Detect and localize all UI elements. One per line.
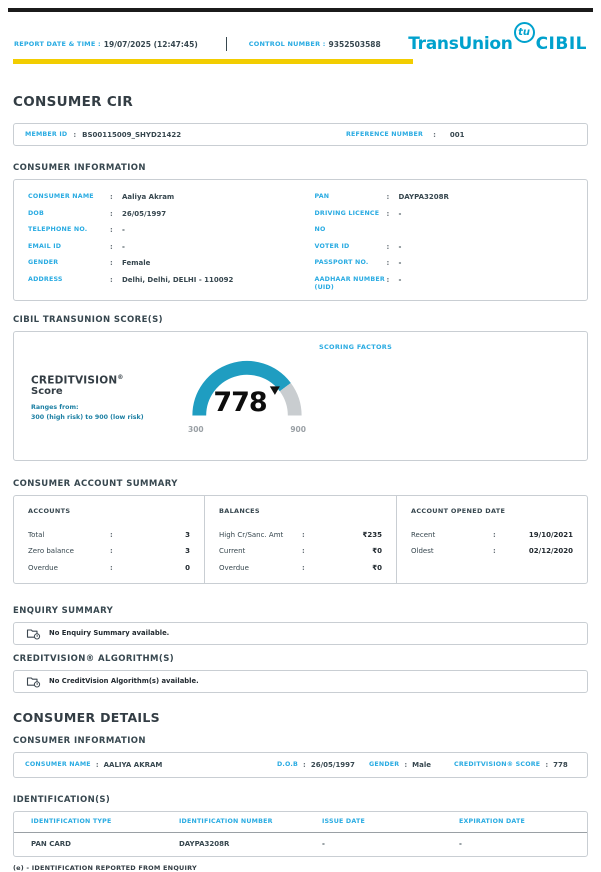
- identifications-title: IDENTIFICATION(S): [13, 794, 111, 805]
- report-date-value: 19/07/2025 (12:47:45): [103, 39, 198, 49]
- info-row: DOB : 26/05/1997: [28, 206, 287, 223]
- summary-row: Overdue : 0: [28, 560, 190, 577]
- report-date-label: REPORT DATE & TIME :: [14, 40, 101, 48]
- summary-row: High Cr/Sanc. Amt : ₹235: [219, 527, 382, 544]
- reference-number-group: [346, 131, 465, 139]
- detail-name-field: CONSUMER NAME : AALIYA AKRAM: [25, 761, 162, 769]
- no-data-folder-icon: [26, 675, 41, 688]
- creditvision-name: CREDITVISION®: [31, 373, 124, 386]
- creditvision-block: [31, 374, 144, 424]
- enquiry-summary-title: ENQUIRY SUMMARY: [13, 605, 114, 616]
- cv-algorithms-message: No CreditVision Algorithm(s) available.: [49, 677, 199, 685]
- logo-transunion-text: TransUnion: [408, 34, 513, 54]
- gauge-max-label: 900: [290, 424, 306, 434]
- report-meta: [14, 37, 381, 51]
- no-data-folder-icon: [26, 627, 41, 640]
- reference-number-label: REFERENCE NUMBER: [346, 131, 424, 138]
- identifications-table: [13, 811, 588, 857]
- logo-cibil-text: CIBIL: [535, 34, 587, 54]
- meta-divider: [226, 37, 227, 51]
- consumer-details-title: CONSUMER DETAILS: [13, 709, 160, 725]
- score-value: 778: [213, 386, 267, 418]
- tu-circle-icon: tu: [514, 22, 535, 43]
- registered-mark: ®: [117, 373, 124, 381]
- score-box: [13, 331, 588, 461]
- summary-row: Oldest : 02/12/2020: [411, 543, 573, 560]
- info-row: ADDRESS : Delhi, Delhi, DELHI - 110092: [28, 272, 287, 289]
- account-summary-box: [13, 495, 588, 584]
- info-row: PASSPORT NO. : -: [315, 255, 574, 272]
- top-divider-bar: [8, 8, 593, 12]
- balances-column: BALANCES High Cr/Sanc. Amt : ₹235 Current : ₹0 Overdue : ₹0: [205, 496, 397, 583]
- transunion-cibil-logo: [408, 22, 587, 53]
- info-row: VOTER ID : -: [315, 239, 574, 256]
- info-row: EMAIL ID : -: [28, 239, 287, 256]
- info-row: GENDER : Female: [28, 255, 287, 272]
- summary-row: Overdue : ₹0: [219, 560, 382, 577]
- consumer-info-left-column: [14, 189, 301, 292]
- consumer-information-title: CONSUMER INFORMATION: [13, 163, 146, 173]
- summary-row: Zero balance : 3: [28, 543, 190, 560]
- summary-row: Current : ₹0: [219, 543, 382, 560]
- info-row: DRIVING LICENCE NO : -: [315, 206, 574, 239]
- info-row: PAN : DAYPA3208R: [315, 189, 574, 206]
- member-id-bar: [13, 123, 588, 146]
- account-opened-date-column: ACCOUNT OPENED DATE Recent : 19/10/2021 Oldest : 02/12/2020: [397, 496, 587, 583]
- report-body: [13, 88, 588, 872]
- reference-number-value: 001: [449, 130, 465, 139]
- identifications-header-row: IDENTIFICATION TYPE IDENTIFICATION NUMBER ISSUE DATE EXPIRATION DATE: [14, 812, 587, 833]
- cv-algorithms-box: [13, 670, 588, 693]
- detail-score-field: CREDITVISION® SCORE : 778: [454, 761, 568, 769]
- info-row: CONSUMER NAME : Aaliya Akram: [28, 189, 287, 206]
- info-row: TELEPHONE NO. : -: [28, 222, 287, 239]
- member-id-label: MEMBER ID: [25, 131, 68, 138]
- creditvision-sub: Score: [31, 386, 63, 397]
- consumer-information-box: [13, 179, 588, 301]
- summary-row: Recent : 19/10/2021: [411, 527, 573, 544]
- enquiry-summary-message: No Enquiry Summary available.: [49, 629, 170, 637]
- cv-algorithms-title: CREDITVISION® ALGORITHM(S): [13, 653, 174, 664]
- detail-gender-field: GENDER : Male: [369, 761, 431, 769]
- info-row: AADHAAR NUMBER (UID) : -: [315, 272, 574, 292]
- score-ranges: Ranges from: 300 (high risk) to 900 (low risk): [31, 404, 144, 421]
- member-id-value: BS00115009_SHYD21422: [82, 130, 182, 139]
- identification-footnote: (e) - IDENTIFICATION REPORTED FROM ENQUIRY: [13, 863, 197, 872]
- control-number-value: 9352503588: [328, 39, 381, 49]
- score-gauge: [182, 354, 312, 432]
- enquiry-summary-box: [13, 622, 588, 645]
- consumer-info-right-column: [301, 189, 588, 292]
- accounts-column: ACCOUNTS Total : 3 Zero balance : 3 Overdue : 0: [14, 496, 205, 583]
- account-summary-title: CONSUMER ACCOUNT SUMMARY: [13, 478, 178, 489]
- page-title: CONSUMER CIR: [13, 94, 134, 110]
- detail-dob-field: D.O.B : 26/05/1997: [277, 761, 355, 769]
- consumer-details-box: [13, 752, 588, 778]
- gauge-min-label: 300: [188, 424, 204, 434]
- score-section-title: CIBIL TRANSUNION SCORE(S): [13, 314, 163, 325]
- scoring-factors-label: SCORING FACTORS: [319, 342, 393, 351]
- control-number-label: CONTROL NUMBER :: [248, 40, 326, 48]
- yellow-accent-bar: [13, 59, 413, 64]
- summary-row: Total : 3: [28, 527, 190, 544]
- details-info-title: CONSUMER INFORMATION: [13, 735, 146, 746]
- table-row: PAN CARD DAYPA3208R - -: [31, 840, 462, 848]
